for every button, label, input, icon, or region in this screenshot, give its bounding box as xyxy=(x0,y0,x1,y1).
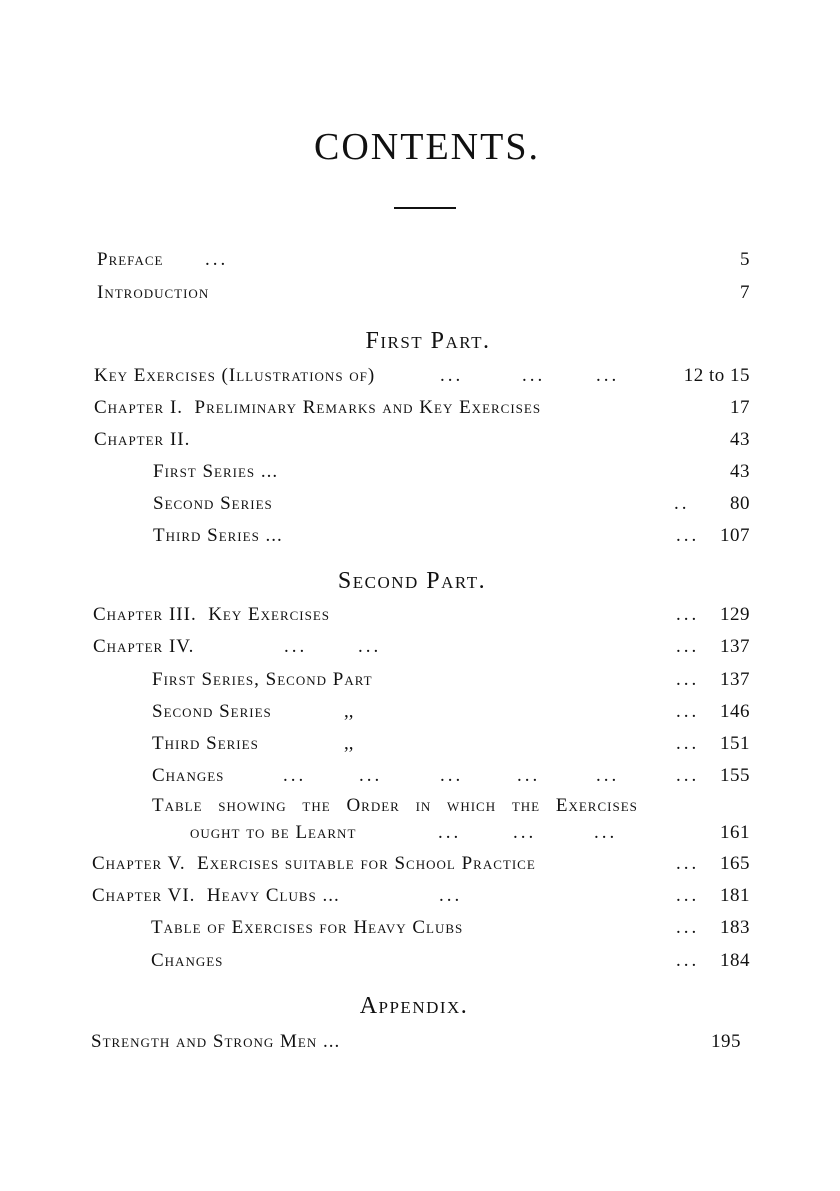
page-number: 12 to 15 xyxy=(683,365,750,386)
page-number: 146 xyxy=(720,701,750,722)
leader-dots: ... xyxy=(358,636,382,657)
leader-dots: ... xyxy=(522,365,546,386)
toc-entry-chapter-6 xyxy=(92,881,750,911)
leader-dots: ... xyxy=(359,765,383,786)
leader-dots: ... xyxy=(205,249,229,270)
leader-dots: ... xyxy=(517,765,541,786)
entry-label: Third Series ... xyxy=(153,525,283,546)
page-number: 43 xyxy=(730,461,750,482)
entry-label: Chapter VI. Heavy Clubs ... xyxy=(92,885,340,906)
entry-label: ought to be Learnt xyxy=(190,822,357,843)
leader-dots: .. xyxy=(674,493,690,514)
leader-dots: ... xyxy=(676,525,700,546)
toc-entry-changes-2 xyxy=(151,946,750,976)
page-number: 43 xyxy=(730,429,750,450)
leader-dots: ... xyxy=(676,604,700,625)
entry-label: Chapter II. xyxy=(94,429,191,450)
ditto-mark: ,, xyxy=(344,733,354,754)
toc-entry-chapter-5 xyxy=(92,849,750,879)
entry-label: Second Series xyxy=(152,701,272,722)
toc-entry-table-order-line1 xyxy=(152,791,750,821)
leader-dots: ... xyxy=(676,950,700,971)
page-number: 107 xyxy=(720,525,750,546)
toc-entry-first-series xyxy=(153,457,750,487)
entry-label: Second Series xyxy=(153,493,273,514)
entry-label: Chapter I. Preliminary Remarks and Key Exercises xyxy=(94,397,542,418)
leader-dots: ... xyxy=(596,765,620,786)
section-heading-first-part: First Part. xyxy=(365,328,491,354)
entry-label: First Series ... xyxy=(153,461,279,482)
leader-dots: ... xyxy=(440,765,464,786)
page-number: 5 xyxy=(740,249,750,270)
toc-entry-chapter-1 xyxy=(94,393,750,423)
toc-entry-third-series-2 xyxy=(152,729,750,759)
ditto-mark: ,, xyxy=(344,701,354,722)
page-number: 195 xyxy=(711,1031,741,1052)
leader-dots: ... xyxy=(676,853,700,874)
entry-label: First Series, Second Part xyxy=(152,669,373,690)
page-number: 80 xyxy=(730,493,750,514)
toc-entry-changes xyxy=(152,761,750,791)
page-number: 137 xyxy=(720,636,750,657)
toc-entry-third-series xyxy=(153,521,750,551)
toc-entry-first-series-second-part xyxy=(152,665,750,695)
toc-entry-strength xyxy=(91,1027,741,1057)
leader-dots: ... xyxy=(676,701,700,722)
toc-entry-key-exercises xyxy=(94,361,750,391)
entry-label: Chapter IV. xyxy=(93,636,195,657)
entry-label: Table of Exercises for Heavy Clubs xyxy=(151,917,464,938)
section-heading-appendix: Appendix. xyxy=(359,993,469,1019)
toc-entry-second-series-2 xyxy=(152,697,750,727)
page-number: 181 xyxy=(720,885,750,906)
page-number: 129 xyxy=(720,604,750,625)
leader-dots: ... xyxy=(676,636,700,657)
entry-label: Introduction xyxy=(97,282,210,303)
toc-entry-chapter-3 xyxy=(93,600,750,630)
page-number: 137 xyxy=(720,669,750,690)
toc-entry-table-heavy-clubs xyxy=(151,913,750,943)
toc-entry-introduction xyxy=(97,278,750,308)
page-number: 17 xyxy=(730,397,750,418)
toc-entry-chapter-2 xyxy=(94,425,750,455)
leader-dots: ... xyxy=(440,365,464,386)
entry-label: Changes xyxy=(152,765,225,786)
section-heading-second-part: Second Part. xyxy=(337,568,487,594)
leader-dots: ... xyxy=(676,733,700,754)
leader-dots: ... xyxy=(438,822,462,843)
entry-label: Chapter V. Exercises suitable for School Practice xyxy=(92,853,536,874)
leader-dots: ... xyxy=(439,885,463,906)
entry-label: Third Series xyxy=(152,733,259,754)
toc-entry-preface xyxy=(97,245,750,275)
page-number: 183 xyxy=(720,917,750,938)
entry-label: Key Exercises (Illustrations of) xyxy=(94,365,376,386)
entry-label: Changes xyxy=(151,950,224,971)
leader-dots: ... xyxy=(596,365,620,386)
leader-dots: ... xyxy=(513,822,537,843)
page-number: 165 xyxy=(720,853,750,874)
entry-label: Strength and Strong Men ... xyxy=(91,1031,341,1052)
page-number: 151 xyxy=(720,733,750,754)
page-title: CONTENTS. xyxy=(314,126,540,168)
toc-entry-second-series xyxy=(153,489,750,519)
title-rule xyxy=(394,207,456,209)
page-number: 161 xyxy=(720,822,750,843)
leader-dots: ... xyxy=(284,636,308,657)
leader-dots: ... xyxy=(676,669,700,690)
page-number: 184 xyxy=(720,950,750,971)
leader-dots: ... xyxy=(283,765,307,786)
entry-label: Chapter III. Key Exercises xyxy=(93,604,331,625)
leader-dots: ... xyxy=(676,917,700,938)
page-number: 155 xyxy=(720,765,750,786)
leader-dots: ... xyxy=(594,822,618,843)
entry-label: Preface xyxy=(97,249,164,270)
toc-entry-chapter-4 xyxy=(93,632,750,662)
leader-dots: ... xyxy=(676,885,700,906)
entry-label: Table showing the Order in which the Exercises xyxy=(152,795,638,816)
toc-entry-table-order-line2 xyxy=(190,818,750,848)
page-number: 7 xyxy=(740,282,750,303)
leader-dots: ... xyxy=(676,765,700,786)
